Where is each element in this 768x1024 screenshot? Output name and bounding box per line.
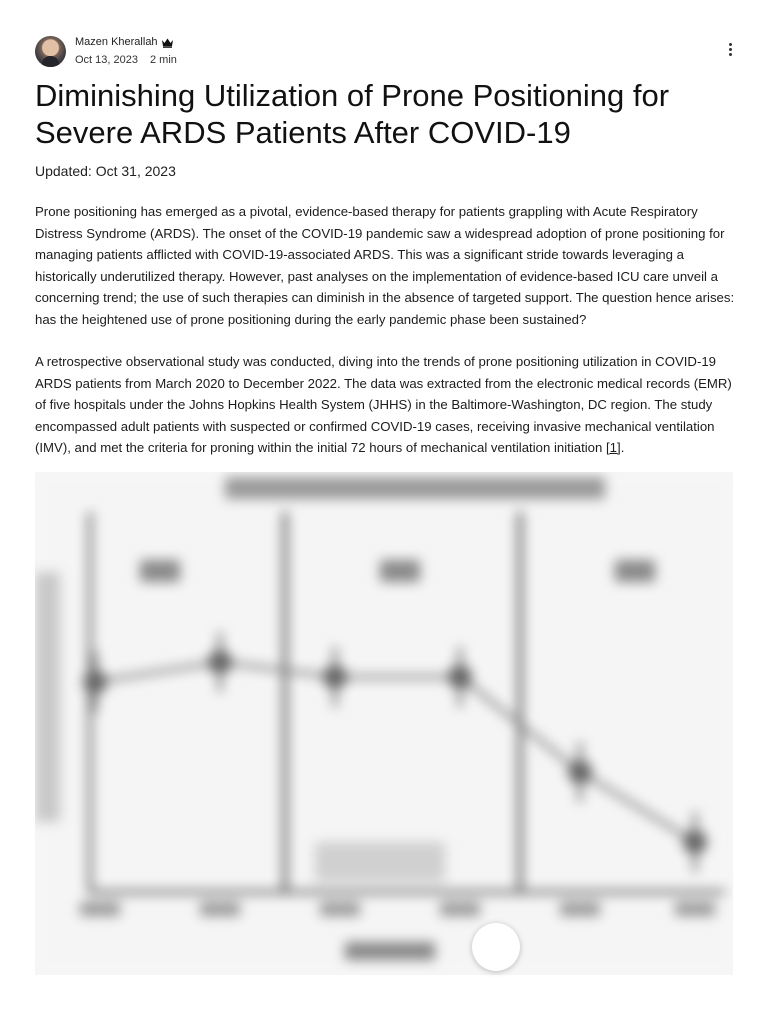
paragraph-study-end: . xyxy=(620,440,625,455)
crown-icon xyxy=(161,37,174,48)
reference-link[interactable]: [1] xyxy=(606,440,621,455)
more-options-button[interactable] xyxy=(722,41,738,61)
floating-action-button[interactable] xyxy=(472,923,520,971)
author-avatar[interactable] xyxy=(35,36,66,67)
paragraph-study-text: A retrospective observational study was conducted, diving into the trends of prone positioning utilization in COVID-19 ARDS patients from March 2020 to December 2022. The data was extracted from the electronic medical records (EMR) of five hospitals under the Johns Hopkins Health System (JHHS) in the Baltimore-Washington, DC region. The study encompassed adult patients with suspected or confirmed COVID-19 cases, receiving invasive mechanical ventilation (IMV), and met the criteria for proning within the initial 72 hours of mechanical ventilation initiation xyxy=(35,354,732,455)
read-time: 2 min xyxy=(150,54,177,66)
more-vertical-icon xyxy=(729,43,732,46)
post-header xyxy=(35,35,738,69)
chart-graphic xyxy=(35,472,733,975)
post-date: Oct 13, 2023 xyxy=(75,54,138,66)
paragraph-study xyxy=(35,351,735,459)
author-name[interactable]: Mazen Kherallah xyxy=(75,36,158,48)
updated-date: Updated: Oct 31, 2023 xyxy=(35,163,176,179)
blurred-chart-image xyxy=(35,472,733,975)
post-title: Diminishing Utilization of Prone Positioning for Severe ARDS Patients After COVID-19 xyxy=(35,78,670,150)
post-meta xyxy=(75,54,177,66)
paragraph-intro: Prone positioning has emerged as a pivotal, evidence-based therapy for patients grappling with Acute Respiratory Distress Syndrome (ARDS). The onset of the COVID-19 pandemic saw a widespread adoption of prone positioning for managing patients afflicted with COVID-19-associated ARDS. This was a significant stride towards leveraging a historically underutilized therapy. However, past analyses on the implementation of evidence-based ICU care unveil a concerning trend; the use of such therapies can diminish in the absence of targeted support. The question hence arises: has the heightened use of prone positioning during the early pandemic phase been sustained? xyxy=(35,204,735,327)
